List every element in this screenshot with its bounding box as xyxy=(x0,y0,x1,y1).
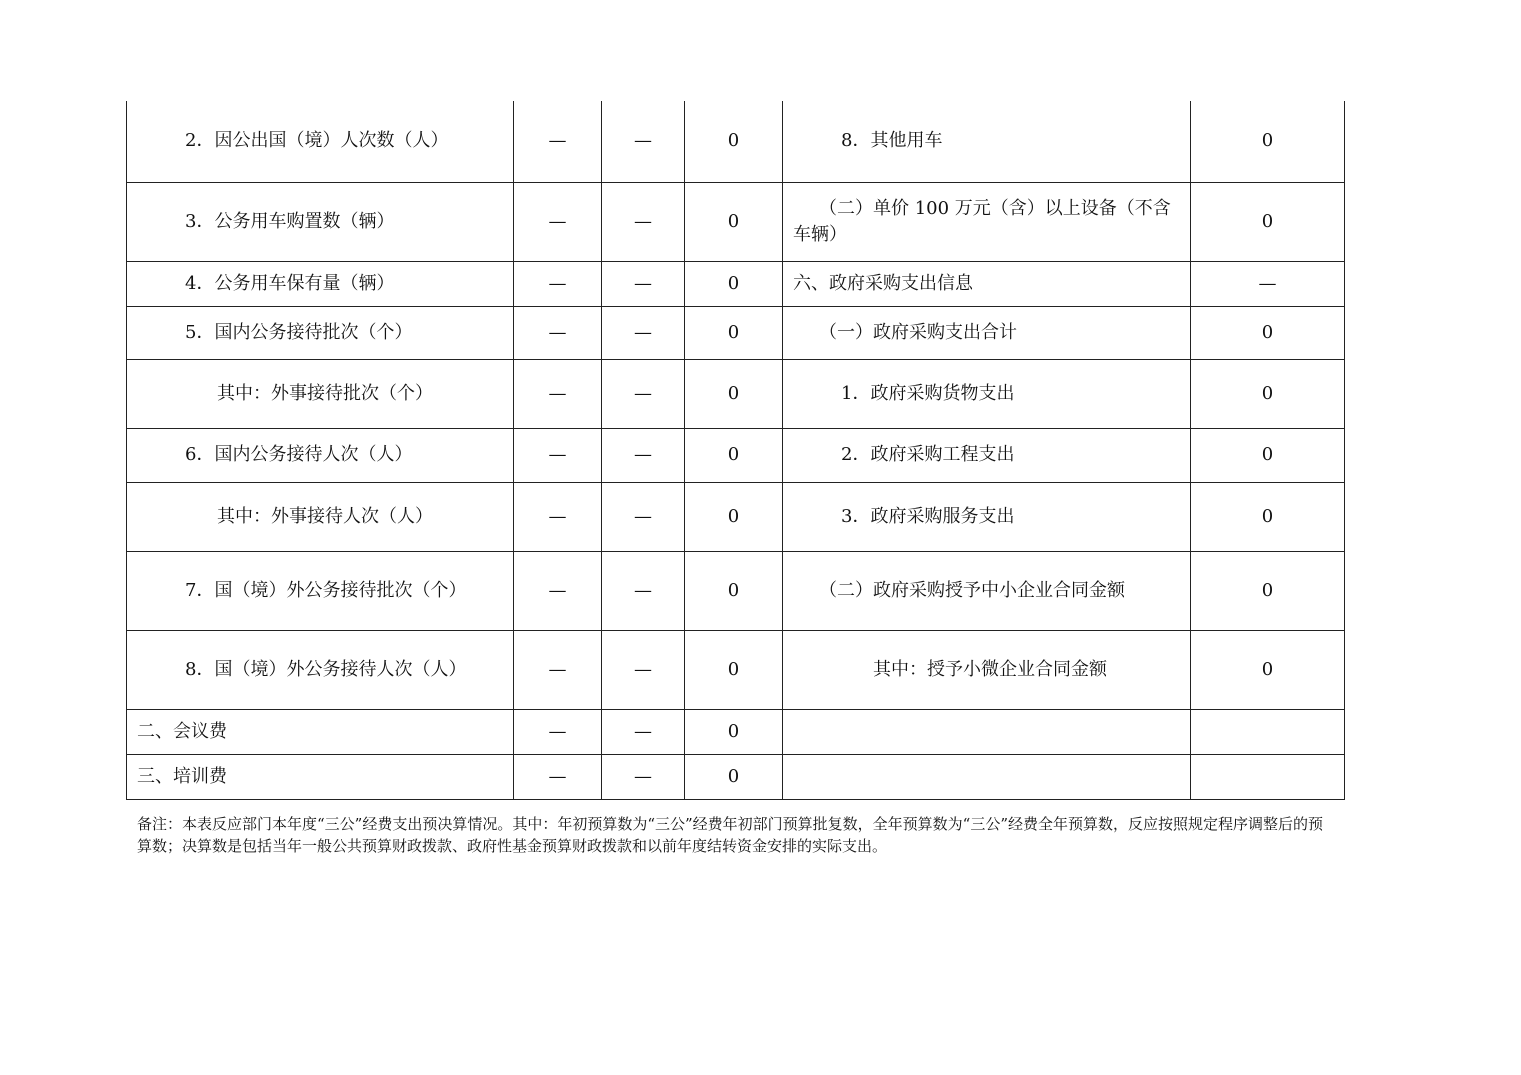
initial-budget-cell: — xyxy=(514,101,602,182)
right-row-value: 0 xyxy=(1191,428,1345,482)
initial-budget-cell: — xyxy=(514,754,602,799)
final-account-cell: 0 xyxy=(685,261,783,306)
full-year-budget-cell: — xyxy=(602,101,685,182)
table-row xyxy=(127,551,1345,630)
final-account-cell: 0 xyxy=(685,482,783,551)
initial-budget-cell: — xyxy=(514,482,602,551)
right-row-value: — xyxy=(1191,261,1345,306)
final-account-cell: 0 xyxy=(685,306,783,359)
table-row xyxy=(127,359,1345,428)
full-year-budget-cell: — xyxy=(602,428,685,482)
table-row xyxy=(127,709,1345,754)
final-account-cell: 0 xyxy=(685,428,783,482)
right-row-label: 1．政府采购货物支出 xyxy=(783,359,1191,428)
final-account-cell: 0 xyxy=(685,101,783,182)
footnote: 备注：本表反应部门本年度“三公”经费支出预决算情况。其中：年初预算数为“三公”经费年初部门预算批复数，全年预算数为“三公”经费全年预算数，反应按照规定程序调整后的预算数；决算数是包括当年一般公共预算财政拨款、政府性基金预算财政拨款和以前年度结转资金安排的实际支出。 xyxy=(137,815,1324,855)
final-account-cell: 0 xyxy=(685,182,783,261)
full-year-budget-cell: — xyxy=(602,551,685,630)
full-year-budget-cell: — xyxy=(602,709,685,754)
final-account-cell: 0 xyxy=(685,630,783,709)
row-label: 2．因公出国（境）人次数（人） xyxy=(127,101,514,182)
right-row-value: 0 xyxy=(1191,359,1345,428)
right-row-label: （一）政府采购支出合计 xyxy=(783,306,1191,359)
right-row-value xyxy=(1191,754,1345,799)
right-row-label: 8．其他用车 xyxy=(783,101,1191,182)
right-row-value: 0 xyxy=(1191,101,1345,182)
full-year-budget-cell: — xyxy=(602,482,685,551)
right-row-value: 0 xyxy=(1191,306,1345,359)
final-account-cell: 0 xyxy=(685,709,783,754)
right-row-value: 0 xyxy=(1191,551,1345,630)
right-row-label: （二）单价 100 万元（含）以上设备（不含车辆） xyxy=(783,182,1191,261)
row-label: 5．国内公务接待批次（个） xyxy=(127,306,514,359)
full-year-budget-cell: — xyxy=(602,630,685,709)
budget-table xyxy=(126,101,1345,800)
full-year-budget-cell: — xyxy=(602,306,685,359)
initial-budget-cell: — xyxy=(514,630,602,709)
row-label: 7．国（境）外公务接待批次（个） xyxy=(127,551,514,630)
initial-budget-cell: — xyxy=(514,306,602,359)
initial-budget-cell: — xyxy=(514,709,602,754)
full-year-budget-cell: — xyxy=(602,754,685,799)
initial-budget-cell: — xyxy=(514,551,602,630)
initial-budget-cell: — xyxy=(514,261,602,306)
initial-budget-cell: — xyxy=(514,359,602,428)
row-label: 8．国（境）外公务接待人次（人） xyxy=(127,630,514,709)
full-year-budget-cell: — xyxy=(602,261,685,306)
row-label: 3．公务用车购置数（辆） xyxy=(127,182,514,261)
right-row-label xyxy=(783,754,1191,799)
row-label: 4．公务用车保有量（辆） xyxy=(127,261,514,306)
right-row-value: 0 xyxy=(1191,182,1345,261)
right-row-label: 2．政府采购工程支出 xyxy=(783,428,1191,482)
final-account-cell: 0 xyxy=(685,359,783,428)
section-heading: 三、培训费 xyxy=(127,754,514,799)
row-label: 其中：外事接待人次（人） xyxy=(127,482,514,551)
table-row xyxy=(127,101,1345,182)
initial-budget-cell: — xyxy=(514,428,602,482)
table-row xyxy=(127,182,1345,261)
row-label: 6．国内公务接待人次（人） xyxy=(127,428,514,482)
row-label: 其中：外事接待批次（个） xyxy=(127,359,514,428)
table-row xyxy=(127,754,1345,799)
right-row-label: 3．政府采购服务支出 xyxy=(783,482,1191,551)
budget-table-sheet xyxy=(126,101,1344,800)
right-row-value: 0 xyxy=(1191,482,1345,551)
table-row xyxy=(127,630,1345,709)
table-row xyxy=(127,482,1345,551)
final-account-cell: 0 xyxy=(685,754,783,799)
table-row xyxy=(127,428,1345,482)
initial-budget-cell: — xyxy=(514,182,602,261)
table-row xyxy=(127,306,1345,359)
right-row-label: 其中：授予小微企业合同金额 xyxy=(783,630,1191,709)
right-row-value xyxy=(1191,709,1345,754)
right-row-label xyxy=(783,709,1191,754)
final-account-cell: 0 xyxy=(685,551,783,630)
full-year-budget-cell: — xyxy=(602,182,685,261)
section-heading: 二、会议费 xyxy=(127,709,514,754)
right-section-heading: 六、政府采购支出信息 xyxy=(783,261,1191,306)
right-row-label: （二）政府采购授予中小企业合同金额 xyxy=(783,551,1191,630)
full-year-budget-cell: — xyxy=(602,359,685,428)
right-row-value: 0 xyxy=(1191,630,1345,709)
table-row xyxy=(127,261,1345,306)
